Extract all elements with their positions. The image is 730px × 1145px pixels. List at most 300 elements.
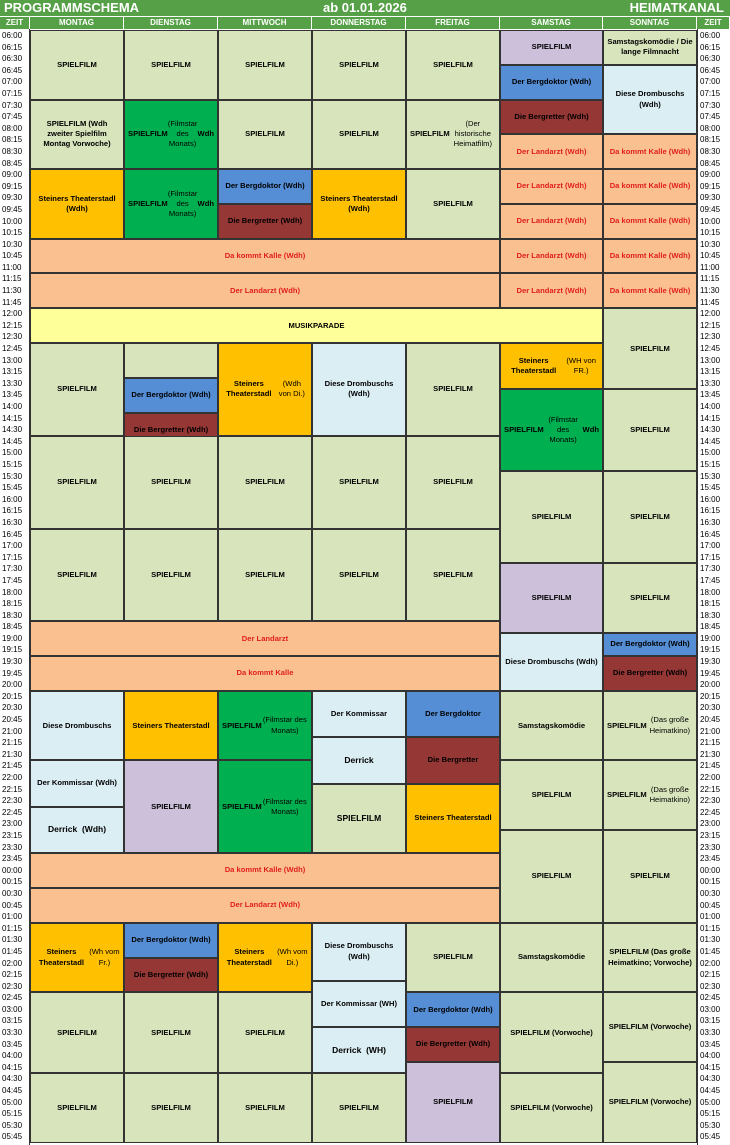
- time-label: 09:30: [700, 193, 721, 203]
- time-label: 14:30: [700, 425, 721, 435]
- program-slot[interactable]: Steiners Theaterstadl (WH von FR.): [500, 343, 603, 389]
- program-slot[interactable]: Der Bergdoktor: [406, 691, 500, 737]
- time-label: 10:30: [2, 239, 23, 249]
- time-label: 23:00: [2, 819, 23, 829]
- time-label: 18:00: [700, 587, 721, 597]
- time-label: 23:30: [2, 842, 23, 852]
- time-label: 23:15: [2, 830, 23, 840]
- program-slot[interactable]: SPIELFILM: [124, 436, 218, 529]
- program-slot[interactable]: SPIELFILM: [500, 830, 603, 923]
- time-label: 01:30: [700, 935, 721, 945]
- time-label: 07:45: [700, 112, 721, 122]
- time-label: 10:15: [700, 228, 721, 238]
- time-label: 03:30: [700, 1028, 721, 1038]
- time-label: 00:00: [700, 865, 721, 875]
- program-slot[interactable]: Da kommt Kalle (Wdh): [603, 204, 697, 239]
- program-slot[interactable]: SPIELFILM: [406, 169, 500, 239]
- time-label: 00:30: [2, 888, 23, 898]
- program-slot[interactable]: SPIELFILM: [312, 100, 406, 170]
- program-slot[interactable]: SPIELFILM (Vorwoche): [500, 992, 603, 1073]
- time-label: 13:45: [2, 390, 23, 400]
- time-label: 16:15: [2, 506, 23, 516]
- time-label: 05:30: [2, 1120, 23, 1130]
- time-label: 09:15: [2, 181, 23, 191]
- time-label: 20:30: [2, 703, 23, 713]
- program-slot[interactable]: Der Bergdoktor (Wdh): [124, 923, 218, 958]
- time-label: 03:15: [700, 1016, 721, 1026]
- time-label: 15:30: [700, 471, 721, 481]
- time-label: 01:00: [2, 912, 23, 922]
- time-label: 16:15: [700, 506, 721, 516]
- time-label: 23:30: [700, 842, 721, 852]
- time-label: 00:15: [2, 877, 23, 887]
- time-label: 21:15: [2, 738, 23, 748]
- program-slot[interactable]: Da kommt Kalle (Wdh): [603, 273, 697, 308]
- program-slot[interactable]: [124, 343, 218, 378]
- time-label: 02:30: [700, 981, 721, 991]
- program-slot[interactable]: SPIELFILM: [312, 436, 406, 529]
- time-label: 20:15: [700, 691, 721, 701]
- program-slot[interactable]: Da kommt Kalle (Wdh): [30, 853, 500, 888]
- time-label: 02:15: [700, 970, 721, 980]
- time-label: 02:15: [2, 970, 23, 980]
- time-label: 13:00: [700, 355, 721, 365]
- time-label: 19:00: [2, 633, 23, 643]
- time-label: 16:00: [2, 494, 23, 504]
- column-header-dienstag: DIENSTAG: [124, 17, 218, 29]
- program-slot[interactable]: SPIELFILM (Filmstar des Monats): [218, 691, 312, 761]
- time-label: 05:00: [2, 1097, 23, 1107]
- time-label: 06:45: [2, 65, 23, 75]
- time-label: 22:30: [2, 796, 23, 806]
- program-slot[interactable]: Der Kommissar (Wdh): [30, 760, 124, 806]
- time-label: 20:15: [2, 691, 23, 701]
- time-label: 22:00: [700, 773, 721, 782]
- program-slot[interactable]: Die Bergretter (Wdh): [124, 413, 218, 448]
- time-label: 09:45: [700, 204, 721, 214]
- program-slot[interactable]: Der Bergdoktor (Wdh): [603, 633, 697, 656]
- time-label: 17:00: [700, 541, 721, 551]
- time-label: 05:30: [700, 1120, 721, 1130]
- program-slot[interactable]: Da kommt Kalle (Wdh): [603, 169, 697, 204]
- time-label: 03:00: [700, 1004, 721, 1014]
- time-label: 22:45: [700, 807, 721, 817]
- time-label: 14:30: [2, 425, 23, 435]
- program-slot[interactable]: Steiners Theaterstadl (Wh vom Di.): [218, 923, 312, 993]
- time-label: 06:30: [700, 54, 721, 64]
- time-label: 02:30: [2, 981, 23, 991]
- program-slot[interactable]: Da kommt Kalle (Wdh): [30, 239, 500, 274]
- program-slot[interactable]: SPIELFILM: [406, 923, 500, 993]
- time-label: 15:30: [2, 471, 23, 481]
- time-label: 04:15: [700, 1062, 721, 1072]
- column-header-samstag: SAMSTAG: [500, 17, 603, 29]
- program-slot[interactable]: SPIELFILM: [406, 436, 500, 529]
- program-slot[interactable]: Der Bergdoktor (Wdh): [218, 169, 312, 204]
- program-slot[interactable]: SPIELFILM (Vorwoche): [603, 1062, 697, 1143]
- time-label: 06:00: [2, 31, 23, 40]
- time-label: 10:45: [700, 251, 721, 261]
- time-label: 06:45: [700, 65, 721, 75]
- time-label: 16:30: [2, 517, 23, 527]
- time-label: 17:30: [700, 564, 721, 574]
- time-label: 15:00: [700, 448, 721, 458]
- program-slot[interactable]: SPIELFILM (Das große Heimatkino; Vorwoche): [603, 923, 697, 993]
- channel-name: HEIMATKANAL: [629, 0, 724, 15]
- time-label: 00:30: [700, 888, 721, 898]
- program-slot[interactable]: SPIELFILM: [603, 471, 697, 564]
- program-slot[interactable]: SPIELFILM: [312, 784, 406, 854]
- time-label: 00:45: [2, 900, 23, 910]
- program-slot[interactable]: Die Bergretter: [406, 737, 500, 783]
- time-label: 22:45: [2, 807, 23, 817]
- program-slot[interactable]: SPIELFILM: [30, 992, 124, 1073]
- program-slot[interactable]: MUSIKPARADE: [30, 308, 603, 343]
- time-label: 21:00: [700, 726, 721, 736]
- time-label: 20:30: [700, 703, 721, 713]
- time-label: 22:15: [2, 784, 23, 794]
- time-label: 18:15: [700, 599, 721, 609]
- program-slot[interactable]: SPIELFILM: [30, 436, 124, 529]
- program-slot[interactable]: Der Landarzt (Wdh): [500, 204, 603, 239]
- program-slot[interactable]: Die Bergretter (Wdh): [603, 656, 697, 691]
- time-label: 08:15: [2, 135, 23, 145]
- program-slot[interactable]: Derrick: [312, 737, 406, 783]
- time-label: 03:15: [2, 1016, 23, 1026]
- time-label: 14:15: [2, 413, 23, 423]
- time-label: 22:00: [2, 773, 23, 782]
- time-label: 17:45: [700, 575, 721, 585]
- program-slot[interactable]: Der Bergdoktor (Wdh): [124, 378, 218, 413]
- time-label: 06:00: [700, 31, 721, 40]
- program-slot[interactable]: SPIELFILM: [603, 563, 697, 633]
- time-label: 18:00: [2, 587, 23, 597]
- time-label: 18:45: [700, 622, 721, 632]
- time-label: 11:15: [700, 274, 720, 284]
- time-label: 20:00: [700, 680, 721, 690]
- time-label: 13:15: [2, 367, 23, 377]
- time-label: 00:45: [700, 900, 721, 910]
- time-label: 19:15: [2, 645, 23, 655]
- program-slot[interactable]: Derrick (WH): [312, 1027, 406, 1073]
- time-label: 15:15: [2, 459, 23, 469]
- time-label: 11:30: [700, 286, 720, 296]
- program-slot[interactable]: SPIELFILM (Das große Heimatkino): [603, 760, 697, 830]
- time-label: 19:45: [2, 668, 23, 678]
- program-slot[interactable]: Diese Drombuschs (Wdh): [500, 633, 603, 691]
- program-slot[interactable]: Der Landarzt (Wdh): [30, 273, 500, 308]
- program-slot[interactable]: Diese Drombuschs: [30, 691, 124, 761]
- time-label: 08:30: [2, 146, 23, 156]
- program-slot[interactable]: SPIELFILM: [218, 529, 312, 622]
- program-slot[interactable]: Die Bergretter (Wdh): [124, 958, 218, 993]
- time-label: 14:45: [700, 436, 721, 446]
- program-slot[interactable]: Der Landarzt (Wdh): [500, 134, 603, 169]
- program-slot[interactable]: Samstagskomödie: [500, 691, 603, 761]
- time-label: 20:45: [700, 715, 721, 725]
- time-label: 11:45: [700, 297, 720, 307]
- program-slot[interactable]: Die Bergretter (Wdh): [218, 204, 312, 239]
- time-label: 13:45: [700, 390, 721, 400]
- program-slot[interactable]: Der Landarzt: [30, 621, 500, 656]
- program-slot[interactable]: SPIELFILM (Wdh zweiter Spielfilm Montag Vorwoche): [30, 100, 124, 170]
- column-header-mittwoch: MITTWOCH: [218, 17, 312, 29]
- program-slot[interactable]: SPIELFILM: [500, 760, 603, 830]
- program-slot[interactable]: SPIELFILM: [406, 343, 500, 436]
- time-label: 18:45: [2, 622, 23, 632]
- time-label: 16:00: [700, 494, 721, 504]
- program-slot[interactable]: SPIELFILM: [406, 30, 500, 100]
- time-label: 17:45: [2, 575, 23, 585]
- time-label: 23:45: [2, 854, 23, 864]
- program-slot[interactable]: SPIELFILM: [603, 389, 697, 470]
- schedule-title: PROGRAMMSCHEMA: [4, 0, 140, 15]
- time-column-right: [697, 29, 730, 1145]
- time-label: 15:45: [700, 483, 721, 493]
- time-label: 08:45: [2, 158, 23, 168]
- time-label: 22:15: [700, 784, 721, 794]
- time-label: 06:15: [700, 42, 721, 52]
- time-label: 03:30: [2, 1028, 23, 1038]
- program-slot[interactable]: SPIELFILM: [218, 30, 312, 100]
- program-slot[interactable]: SPIELFILM (Vorwoche): [500, 1073, 603, 1143]
- column-header-donnerstag: DONNERSTAG: [312, 17, 406, 29]
- time-label: 01:30: [2, 935, 23, 945]
- time-label: 20:00: [2, 680, 23, 690]
- program-slot[interactable]: SPIELFILM: [312, 30, 406, 100]
- program-slot[interactable]: Diese Drombuschs (Wdh): [312, 343, 406, 436]
- program-slot[interactable]: SPIELFILM (Filmstar des Monats) Wdh: [124, 169, 218, 239]
- time-label: 12:00: [700, 309, 721, 319]
- program-slot[interactable]: Da kommt Kalle: [30, 656, 500, 691]
- time-label: 10:00: [2, 216, 23, 226]
- program-slot[interactable]: Steiners Theaterstadl (Wh vom Fr.): [30, 923, 124, 993]
- program-slot[interactable]: Der Bergdoktor (Wdh): [500, 65, 603, 100]
- program-slot[interactable]: SPIELFILM: [312, 1073, 406, 1143]
- time-label: 18:30: [700, 610, 721, 620]
- time-label: 22:30: [700, 796, 721, 806]
- time-label: 08:00: [2, 123, 23, 133]
- time-label: 12:45: [700, 344, 721, 354]
- time-label: 21:45: [2, 761, 23, 771]
- time-label: 05:15: [2, 1109, 23, 1119]
- time-label: 11:00: [2, 262, 22, 272]
- time-label: 11:30: [2, 286, 22, 296]
- program-slot[interactable]: SPIELFILM: [406, 1062, 500, 1143]
- time-label: 16:45: [2, 529, 23, 539]
- time-label: 11:45: [2, 297, 22, 307]
- time-label: 18:15: [2, 599, 23, 609]
- time-label: 07:00: [2, 77, 23, 87]
- program-slot[interactable]: SPIELFILM: [124, 760, 218, 853]
- time-label: 12:30: [2, 332, 23, 342]
- time-label: 13:30: [700, 378, 721, 388]
- time-label: 01:00: [700, 912, 721, 922]
- title-bar: [0, 0, 730, 16]
- time-label: 05:45: [2, 1132, 23, 1142]
- time-label: 08:30: [700, 146, 721, 156]
- time-label: 10:45: [2, 251, 23, 261]
- program-slot[interactable]: Da kommt Kalle (Wdh): [603, 134, 697, 169]
- time-label: 11:15: [2, 274, 22, 284]
- time-label: 14:00: [2, 402, 23, 411]
- time-label: 03:00: [2, 1004, 23, 1014]
- program-slot[interactable]: SPIELFILM: [312, 529, 406, 622]
- time-label: 09:00: [700, 170, 721, 180]
- program-slot[interactable]: Samstagskomödie: [500, 923, 603, 993]
- time-label: 07:45: [2, 112, 23, 122]
- time-label: 07:30: [700, 100, 721, 110]
- column-header-zeit: ZEIT: [697, 17, 730, 29]
- program-slot[interactable]: SPIELFILM: [30, 1073, 124, 1143]
- program-slot[interactable]: SPIELFILM: [30, 30, 124, 100]
- time-label: 13:30: [2, 378, 23, 388]
- program-slot[interactable]: Der Landarzt (Wdh): [500, 239, 603, 274]
- program-slot[interactable]: SPIELFILM: [500, 30, 603, 65]
- program-slot[interactable]: SPIELFILM: [124, 1073, 218, 1143]
- program-slot[interactable]: SPIELFILM: [500, 471, 603, 564]
- time-label: 02:45: [2, 993, 23, 1003]
- time-label: 03:45: [700, 1039, 721, 1049]
- time-label: 12:45: [2, 344, 23, 354]
- program-slot[interactable]: SPIELFILM: [603, 308, 697, 389]
- program-slot[interactable]: SPIELFILM: [218, 436, 312, 529]
- program-slot[interactable]: Steiners Theaterstadl (Wdh): [30, 169, 124, 239]
- column-header-sonntag: SONNTAG: [603, 17, 697, 29]
- time-label: 21:45: [700, 761, 721, 771]
- program-slot[interactable]: SPIELFILM: [218, 1073, 312, 1143]
- time-label: 09:00: [2, 170, 23, 180]
- time-label: 04:45: [2, 1086, 23, 1096]
- program-slot[interactable]: Diese Drombuschs (Wdh): [312, 923, 406, 981]
- time-label: 15:45: [2, 483, 23, 493]
- time-label: 19:15: [700, 645, 721, 655]
- program-slot[interactable]: SPIELFILM: [124, 30, 218, 100]
- time-label: 12:15: [2, 320, 23, 330]
- program-slot[interactable]: SPIELFILM: [500, 563, 603, 633]
- time-label: 17:00: [2, 541, 23, 551]
- time-label: 17:30: [2, 564, 23, 574]
- program-slot[interactable]: Samstagskomödie / Die lange Filmnacht: [603, 30, 697, 65]
- time-label: 15:00: [2, 448, 23, 458]
- time-label: 05:15: [700, 1109, 721, 1119]
- time-label: 00:00: [2, 865, 23, 875]
- time-label: 07:30: [2, 100, 23, 110]
- time-label: 05:00: [700, 1097, 721, 1107]
- program-slot[interactable]: Der Kommissar (WH): [312, 981, 406, 1027]
- program-slot[interactable]: Der Landarzt (Wdh): [500, 273, 603, 308]
- time-label: 04:30: [700, 1074, 721, 1084]
- time-label: 01:45: [700, 946, 721, 956]
- time-label: 04:00: [700, 1051, 721, 1061]
- program-slot[interactable]: Der Landarzt (Wdh): [30, 888, 500, 923]
- time-label: 13:15: [700, 367, 721, 377]
- program-slot[interactable]: Steiners Theaterstadl: [406, 784, 500, 854]
- program-slot[interactable]: SPIELFILM: [603, 830, 697, 923]
- time-label: 16:30: [700, 517, 721, 527]
- program-slot[interactable]: SPIELFILM: [30, 529, 124, 622]
- program-slot[interactable]: SPIELFILM (Vorwoche): [603, 992, 697, 1062]
- program-slot[interactable]: SPIELFILM (Filmstar des Monats): [218, 760, 312, 853]
- time-label: 21:30: [700, 749, 721, 759]
- program-slot[interactable]: Steiners Theaterstadl (Wdh): [312, 169, 406, 239]
- column-header-zeit: ZEIT: [0, 17, 30, 29]
- time-label: 19:45: [700, 668, 721, 678]
- time-label: 21:15: [700, 738, 721, 748]
- time-label: 08:45: [700, 158, 721, 168]
- program-slot[interactable]: Der Bergdoktor (Wdh): [406, 992, 500, 1027]
- time-label: 19:30: [2, 657, 23, 667]
- time-label: 21:30: [2, 749, 23, 759]
- program-slot[interactable]: SPIELFILM: [218, 992, 312, 1073]
- program-slot[interactable]: Die Bergretter (Wdh): [406, 1027, 500, 1062]
- valid-from-date: ab 01.01.2026: [323, 0, 407, 15]
- time-label: 14:45: [2, 436, 23, 446]
- time-label: 15:15: [700, 459, 721, 469]
- column-header-montag: MONTAG: [30, 17, 124, 29]
- program-slot[interactable]: Der Landarzt (Wdh): [500, 169, 603, 204]
- program-slot[interactable]: Die Bergretter (Wdh): [500, 100, 603, 135]
- time-label: 01:15: [700, 923, 721, 933]
- time-label: 12:15: [700, 320, 721, 330]
- program-slot[interactable]: SPIELFILM (Der historische Heimatfilm): [406, 100, 500, 170]
- time-label: 10:00: [700, 216, 721, 226]
- column-header-freitag: FREITAG: [406, 17, 500, 29]
- program-slot[interactable]: SPIELFILM (Filmstar des Monats) Wdh: [500, 389, 603, 470]
- program-slot[interactable]: Derrick (Wdh): [30, 807, 124, 853]
- program-slot[interactable]: Der Kommissar: [312, 691, 406, 737]
- time-label: 07:00: [700, 77, 721, 87]
- time-label: 14:00: [700, 402, 721, 411]
- time-label: 21:00: [2, 726, 23, 736]
- program-slot[interactable]: Steiners Theaterstadl: [124, 691, 218, 761]
- time-label: 19:30: [700, 657, 721, 667]
- time-label: 02:00: [2, 958, 23, 968]
- time-label: 18:30: [2, 610, 23, 620]
- time-label: 09:30: [2, 193, 23, 203]
- program-slot[interactable]: SPIELFILM: [30, 343, 124, 436]
- time-label: 16:45: [700, 529, 721, 539]
- program-slot[interactable]: Da kommt Kalle (Wdh): [603, 239, 697, 274]
- time-label: 01:45: [2, 946, 23, 956]
- time-label: 10:30: [700, 239, 721, 249]
- time-label: 13:00: [2, 355, 23, 365]
- program-slot[interactable]: SPIELFILM: [124, 529, 218, 622]
- time-label: 09:15: [700, 181, 721, 191]
- time-label: 02:45: [700, 993, 721, 1003]
- time-label: 07:15: [700, 88, 721, 98]
- time-label: 11:00: [700, 262, 720, 272]
- time-column-left: [0, 29, 30, 1145]
- time-label: 04:15: [2, 1062, 23, 1072]
- time-label: 04:30: [2, 1074, 23, 1084]
- program-slot[interactable]: Steiners Theaterstadl (Wdh von Di.): [218, 343, 312, 436]
- time-label: 04:00: [2, 1051, 23, 1061]
- time-label: 08:00: [700, 123, 721, 133]
- time-label: 12:30: [700, 332, 721, 342]
- program-slot[interactable]: Diese Drombuschs (Wdh): [603, 65, 697, 135]
- program-slot[interactable]: SPIELFILM (Das große Heimatkino): [603, 691, 697, 761]
- program-slot[interactable]: SPIELFILM: [406, 529, 500, 622]
- time-label: 19:00: [700, 633, 721, 643]
- program-slot[interactable]: SPIELFILM (Filmstar des Monats) Wdh: [124, 100, 218, 170]
- time-label: 00:15: [700, 877, 721, 887]
- time-label: 23:15: [700, 830, 721, 840]
- program-slot[interactable]: SPIELFILM: [124, 992, 218, 1073]
- program-slot[interactable]: SPIELFILM: [218, 100, 312, 170]
- time-label: 17:15: [2, 552, 23, 562]
- time-label: 10:15: [2, 228, 23, 238]
